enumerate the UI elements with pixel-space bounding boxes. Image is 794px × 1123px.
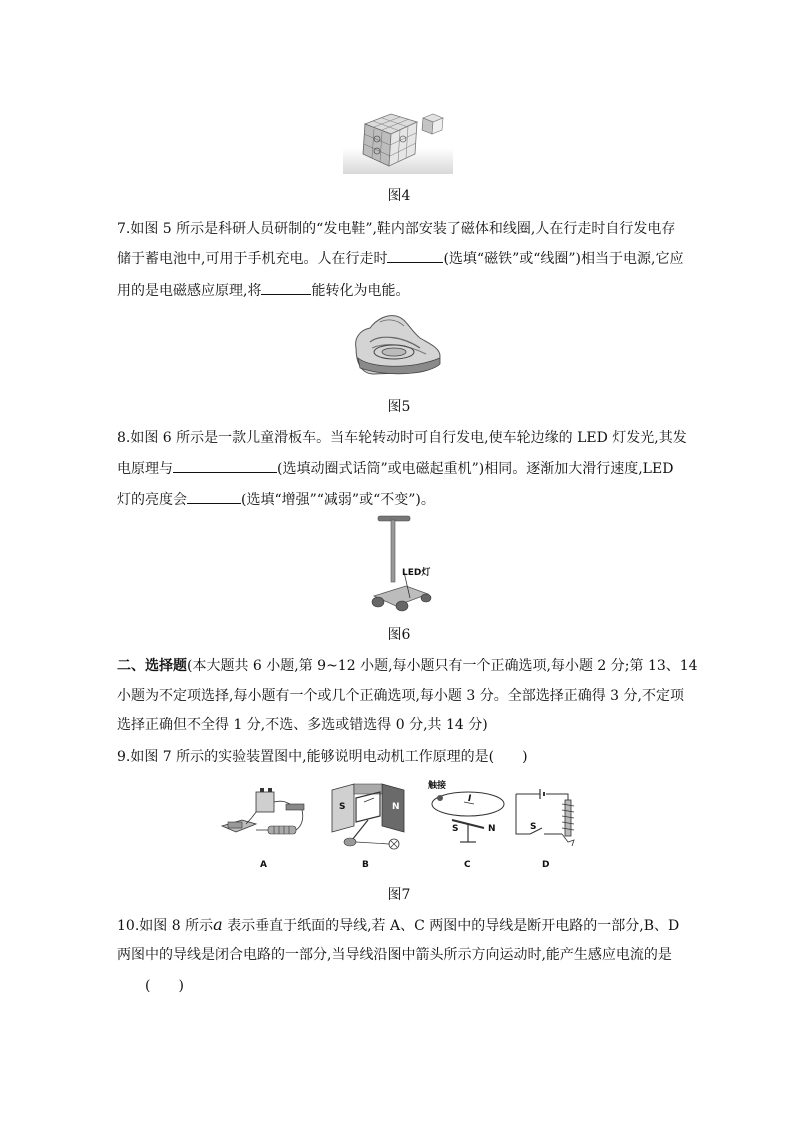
section-2-heading-title: 选择题 (145, 658, 187, 674)
question-8-line-3-text: 灯的亮度会 (117, 492, 187, 508)
figure-7-diagram-b (322, 780, 414, 854)
figure-7-label-d: D (542, 860, 550, 870)
question-8-line-2 (117, 458, 673, 479)
figure-7-contact-label: 触接 (428, 781, 447, 791)
section-2-line-2: 小题为不定项选择,每小题有一个或几个正确选项,每小题 3 分。全部选择正确得 3 分,不定项 (117, 688, 684, 704)
question-8-line-3-text-b: (选填“增强”“减弱”或“不变”)。 (241, 492, 435, 508)
section-2-heading-number: 二、 (117, 658, 145, 674)
figure-5-caption: 图5 (387, 399, 411, 415)
question-8-line-2-text: 电原理与 (117, 461, 173, 477)
figure-4-cube-image (343, 108, 453, 174)
question-8-line-1: 8.如图 6 所示是一款儿童滑板车。当车轮转动时可自行发电,使车轮边缘的 LED 灯发光,其发 (117, 430, 687, 446)
question-8-blank-1[interactable] (173, 458, 277, 473)
question-7-line-3-text-b: 能转化为电能。 (311, 283, 410, 299)
figure-7-magnet-s-pole: S (339, 802, 346, 812)
question-7-line-3 (117, 280, 409, 301)
figure-7-label-a: A (260, 860, 267, 870)
figure-7-needle-s-pole: S (452, 824, 459, 834)
question-10-line-2: 两图中的导线是闭合电路的一部分,当导线沿图中箭头所示方向运动时,能产生感应电流的是 (117, 947, 672, 963)
question-7-line-2-text: 储于蓄电池中,可用于手机充电。人在行走时 (117, 251, 388, 267)
question-7-line-2-text-b: (选填“磁铁”或“线圈”)相当于电源,它应 (443, 251, 684, 267)
figure-7-diagram-d (510, 784, 586, 850)
figure-7-switch-s: S (530, 822, 537, 832)
figure-7-experiment-diagrams (210, 778, 590, 874)
figure-7-current-label: I (468, 794, 472, 804)
figure-6-caption: 图6 (387, 627, 411, 643)
figure-7-label-b: B (362, 860, 369, 870)
figure-7-diagram-c (428, 782, 508, 848)
figure-7-label-c: C (464, 860, 471, 870)
question-10-line-3: ( ) (145, 978, 184, 994)
question-7-line-3-text: 用的是电磁感应原理,将 (117, 283, 262, 299)
question-10-line-1-text-b: 表示垂直于纸面的导线,若 A、C 两图中的导线是断开电路的一部分,B、D (222, 918, 680, 934)
figure-4-caption: 图4 (387, 188, 411, 204)
section-2-instructions-1: (本大题共 6 小题,第 9~12 小题,每小题只有一个正确选项,每小题 2 分;第 13、14 (187, 658, 698, 674)
question-7-line-1: 7.如图 5 所示是科研人员研制的“发电鞋”,鞋内部安装了磁体和线圈,人在行走时自行发电存 (117, 221, 676, 237)
led-light-label: LED灯 (402, 568, 431, 578)
question-7-line-2 (117, 248, 683, 269)
section-2-line-3: 选择正确但不全得 1 分,不选、多选或错选得 0 分,共 14 分) (117, 717, 488, 733)
section-2-line-1 (117, 656, 698, 676)
figure-7-diagram-a (212, 782, 308, 846)
figure-5-shoe-image (350, 308, 445, 383)
question-10-line-1-text-a: 10.如图 8 所示 (117, 918, 214, 934)
question-7-blank-2[interactable] (261, 280, 311, 295)
question-9-text: 9.如图 7 所示的实验装置图中,能够说明电动机工作原理的是( ) (117, 749, 528, 765)
figure-7-caption: 图7 (387, 887, 411, 903)
figure-6-scooter-image (366, 514, 436, 614)
question-10-variable-a: a (213, 915, 223, 934)
figure-7-magnet-n-pole: N (392, 802, 400, 812)
question-8-line-3 (117, 489, 435, 510)
question-8-blank-2[interactable] (187, 489, 241, 504)
figure-7-needle-n-pole: N (488, 824, 496, 834)
question-8-line-2-text-b: (选填动圈式话筒”或电磁起重机”)相同。逐渐加大滑行速度,LED (277, 461, 674, 477)
question-7-blank-1[interactable] (387, 248, 443, 263)
question-10-line-1 (117, 915, 679, 936)
